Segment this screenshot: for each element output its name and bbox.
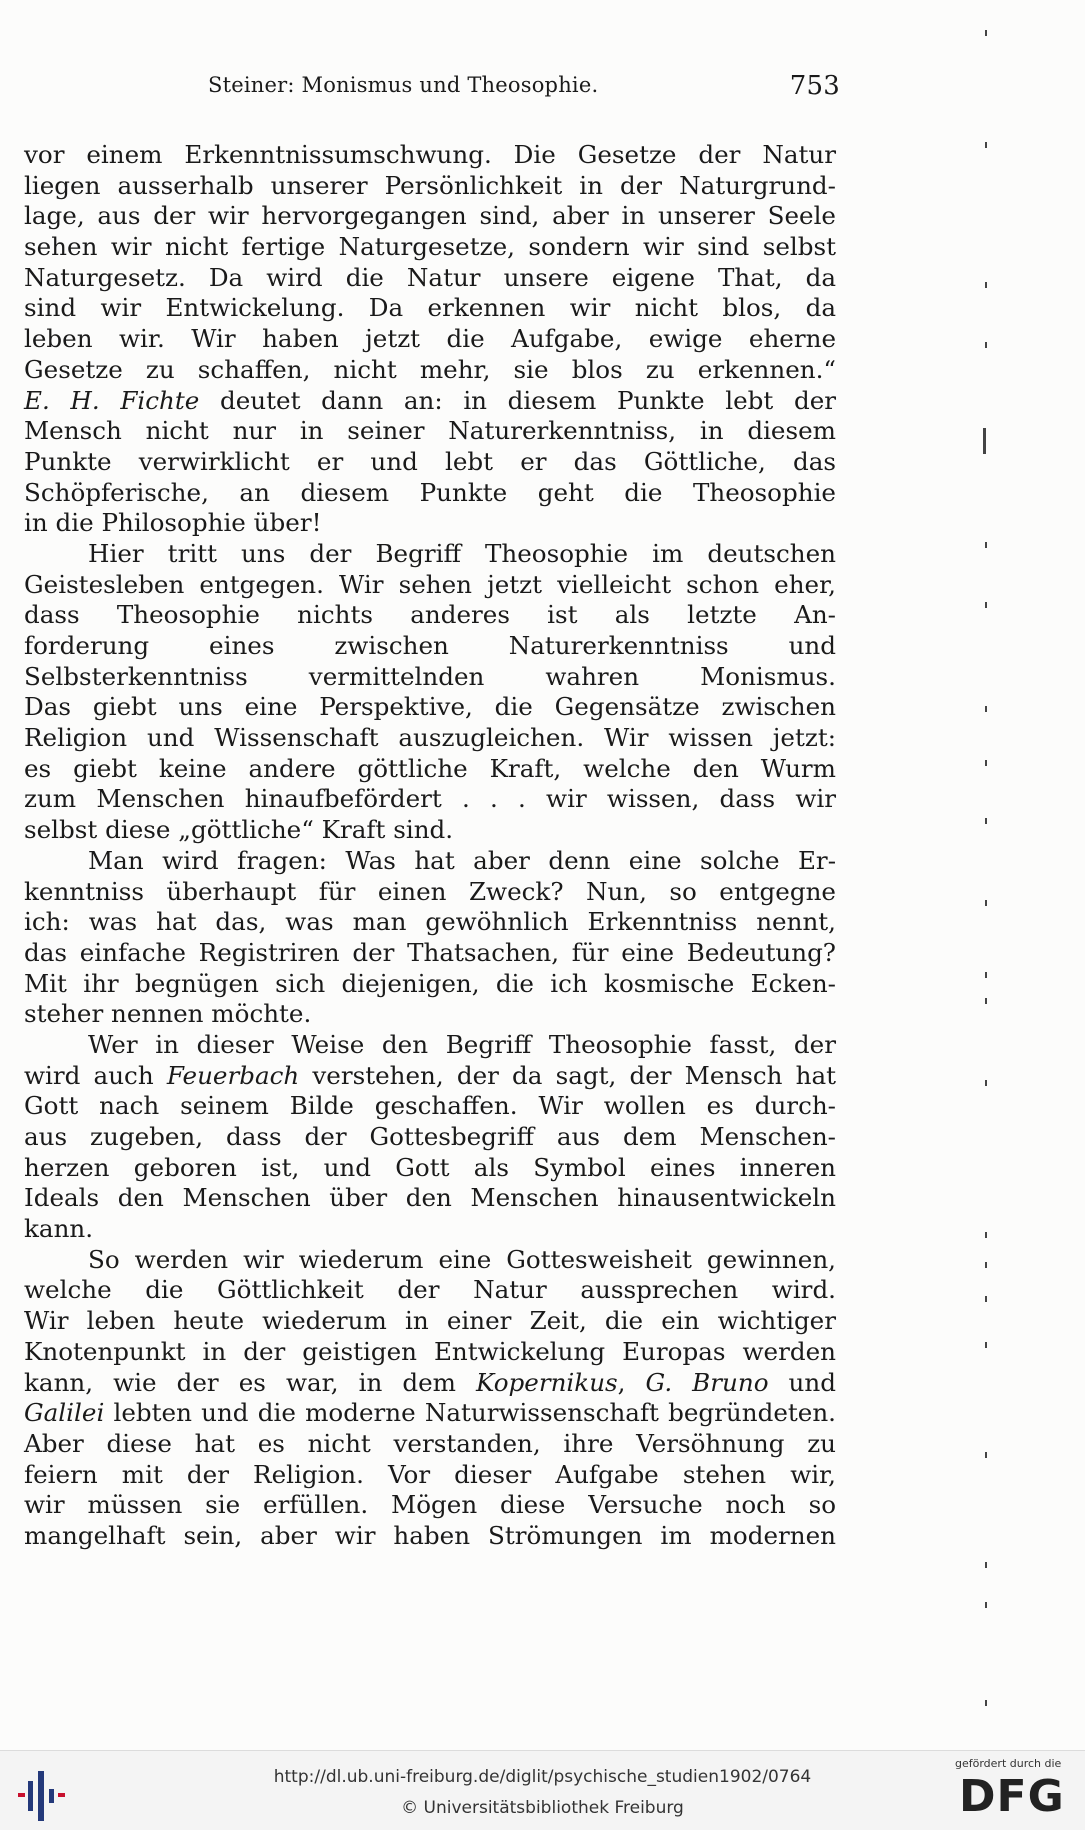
text-line: Selbsterkenntniss vermittelnden wahren Monismus. (24, 661, 836, 691)
scan-speck (985, 760, 987, 766)
permalink-url[interactable]: http://dl.ub.uni-freiburg.de/diglit/psychische_studien1902/0764 (273, 1767, 812, 1787)
text-line: selbst diese „göttliche“ Kraft sind. (24, 815, 454, 845)
text-line: Ideals den Menschen über den Menschen hinausentwickeln (24, 1183, 836, 1213)
dfg-logo-text: DFG (959, 1771, 1065, 1822)
scan-speck (983, 428, 986, 454)
scan-speck (985, 998, 987, 1004)
text-line: dass Theosophie nichts anderes ist als letzte An- (24, 600, 836, 630)
text-line: vor einem Erkenntnissumschwung. Die Gesetze der Natur (24, 140, 836, 169)
text-line: welche die Göttlichkeit der Natur aussprechen wird. (24, 1275, 836, 1305)
scan-speck (985, 30, 987, 36)
scan-speck (985, 1602, 987, 1608)
body-text (24, 140, 836, 1552)
scan-speck (985, 342, 987, 348)
text-line: herzen geboren ist, und Gott als Symbol eines inneren (24, 1152, 836, 1182)
text-line: Geistesleben entgegen. Wir sehen jetzt vielleicht schon eher, (24, 569, 836, 599)
text-line: in die Philosophie über! (24, 508, 322, 538)
text-line: lage, aus der wir hervorgegangen sind, aber in unserer Seele (24, 201, 836, 231)
page-number: 753 (789, 71, 840, 101)
text-line: Naturgesetz. Da wird die Natur unsere eigene That, da (24, 262, 836, 292)
text-line: kenntniss überhaupt für einen Zweck? Nun, so entgegne (24, 876, 836, 906)
text-line: steher nennen möchte. (24, 999, 312, 1029)
scan-speck (985, 1342, 987, 1348)
text-line: So werden wir wiederum eine Gottesweisheit gewinnen, (88, 1244, 836, 1274)
scan-speck (985, 1296, 987, 1302)
text-line: sind wir Entwickelung. Da erkennen wir nicht blos, da (24, 293, 836, 323)
text-line: liegen ausserhalb unserer Persönlichkeit in der Naturgrund- (24, 170, 836, 200)
text-line: Das giebt uns eine Perspektive, die Gegensätze zwischen (24, 692, 836, 722)
dfg-caption: gefördert durch die (955, 1757, 1062, 1770)
copyright-notice: © Universitätsbibliothek Freiburg (401, 1798, 684, 1818)
text-line: Gott nach seinem Bilde geschaffen. Wir wollen es durch- (24, 1091, 836, 1121)
scan-speck (985, 706, 987, 712)
scan-edge-marks (985, 0, 1005, 1750)
text-line: wir müssen sie erfüllen. Mögen diese Versuche noch so (24, 1490, 836, 1520)
scan-speck (985, 1452, 987, 1458)
text-line: kann. (24, 1214, 94, 1244)
scan-speck (985, 972, 987, 978)
scan-speck (985, 142, 987, 148)
text-line: Aber diese hat es nicht verstanden, ihre Versöhnung zu (24, 1428, 836, 1458)
viewer-footer (0, 1750, 1085, 1830)
text-line: Punkte verwirklicht er und lebt er das Göttliche, das (24, 446, 836, 476)
dfg-logo (955, 1757, 1077, 1827)
text-line: feiern mit der Religion. Vor dieser Aufgabe stehen wir, (24, 1459, 836, 1489)
text-line: Mit ihr begnügen sich diejenigen, die ich kosmische Ecken- (24, 968, 836, 998)
scan-speck (985, 282, 987, 288)
scan-speck (985, 900, 987, 906)
text-line: E. H. Fichte deutet dann an: in diesem Punkte lebt der (24, 385, 836, 415)
text-line: leben wir. Wir haben jetzt die Aufgabe, ewige eherne (24, 324, 836, 354)
scan-speck (985, 1080, 987, 1086)
text-line: Wer in dieser Weise den Begriff Theosophie fasst, der (88, 1029, 836, 1059)
text-line: Religion und Wissenschaft auszugleichen. Wir wissen jetzt: (24, 723, 836, 753)
text-line: Hier tritt uns der Begriff Theosophie im deutschen (88, 538, 836, 568)
scan-speck (985, 1700, 987, 1706)
scan-speck (985, 542, 987, 548)
text-line: es giebt keine andere göttliche Kraft, welche den Wurm (24, 753, 836, 783)
text-line: forderung eines zwischen Naturerkenntniss und (24, 631, 836, 660)
text-line: Schöpferische, an diesem Punkte geht die Theosophie (24, 477, 836, 507)
text-line: wird auch Feuerbach verstehen, der da sagt, der Mensch hat (24, 1060, 836, 1090)
text-line: Galilei lebten und die moderne Naturwissenschaft begründeten. (24, 1398, 836, 1428)
text-line: kann, wie der es war, in dem Kopernikus, G. Bruno und (24, 1367, 836, 1397)
text-line: Knotenpunkt in der geistigen Entwickelung Europas werden (24, 1336, 836, 1366)
text-line: sehen wir nicht fertige Naturgesetze, sondern wir sind selbst (24, 232, 836, 262)
running-head-title: Steiner: Monismus und Theosophie. (208, 73, 599, 97)
text-line: Mensch nicht nur in seiner Naturerkenntniss, in diesem (24, 416, 836, 446)
text-line: zum Menschen hinaufbefördert . . . wir wissen, dass wir (24, 784, 836, 814)
text-line: ich: was hat das, was man gewöhnlich Erkenntniss nennt, (24, 907, 836, 937)
text-line: Gesetze zu schaffen, nicht mehr, sie blos zu erkennen.“ (24, 354, 836, 384)
text-line: Wir leben heute wiederum in einer Zeit, die ein wichtiger (24, 1306, 836, 1336)
text-line: das einfache Registriren der Thatsachen, für eine Bedeutung? (24, 937, 836, 967)
scan-speck (985, 602, 987, 608)
scan-speck (985, 1262, 987, 1268)
scan-speck (985, 1232, 987, 1238)
text-line: mangelhaft sein, aber wir haben Strömungen im modernen (24, 1520, 836, 1550)
text-line: aus zugeben, dass der Gottesbegriff aus dem Menschen- (24, 1122, 836, 1151)
scan-speck (985, 818, 987, 824)
text-line: Man wird fragen: Was hat aber denn eine solche Er- (88, 845, 836, 875)
scan-speck (985, 1562, 987, 1568)
